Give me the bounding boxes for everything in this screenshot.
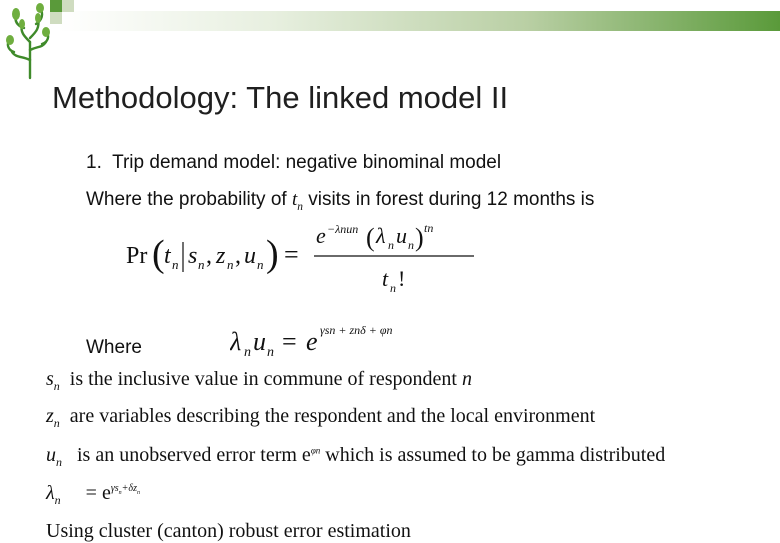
svg-text:t: t — [164, 243, 171, 269]
svg-text:,: , — [206, 243, 212, 269]
svg-text:n: n — [198, 257, 205, 272]
definition-s: $s_n$ is the inclusive value in commune of respondent n — [46, 368, 472, 393]
svg-text:s: s — [188, 243, 198, 269]
svg-text:n: n — [408, 238, 414, 252]
svg-text:=: = — [282, 327, 297, 356]
svg-text:!: ! — [398, 266, 406, 291]
formula-pr: Pr — [126, 243, 148, 269]
definition-u: $u_n$ is an unobserved error term $e^{\varphi n}$ which is assumed to be gamma distributed — [46, 444, 666, 469]
list-item-1 — [86, 152, 501, 174]
tree-logo-icon — [2, 2, 52, 80]
formula-num-exp: −λnun — [327, 222, 359, 236]
svg-text:λ: λ — [230, 327, 242, 356]
svg-text:): ) — [415, 223, 424, 252]
lambda-exponent: γsn + znδ + φn — [320, 323, 393, 337]
probability-sentence — [86, 189, 594, 213]
svg-text:n: n — [172, 257, 179, 272]
formula-equals: = — [284, 240, 299, 269]
svg-text:e: e — [306, 327, 318, 356]
svg-text:,: , — [235, 243, 241, 269]
var-t-sub: n — [297, 200, 303, 213]
svg-text:(: ( — [366, 223, 375, 252]
var-t: t — [291, 189, 298, 210]
probability-suffix: visits in forest during 12 months is — [302, 189, 595, 210]
svg-text:n: n — [388, 238, 394, 252]
svg-text:t: t — [382, 266, 389, 291]
header-square-2 — [62, 0, 74, 12]
list-item-text: Trip demand model: negative binominal model — [112, 152, 502, 173]
svg-text:e: e — [316, 223, 326, 248]
svg-text:λ: λ — [376, 223, 386, 248]
formula-paren-open: ( — [152, 233, 165, 275]
list-item-number: 1. — [86, 152, 102, 173]
definition-z: $z_n$ are variables describing the respondent and the local environment — [46, 405, 596, 430]
svg-text:n: n — [227, 257, 234, 272]
svg-text:u: u — [396, 223, 407, 248]
slide-title: Methodology: The linked model II — [52, 80, 509, 115]
svg-text:n: n — [390, 281, 396, 295]
formula-paren-close: ) — [266, 233, 279, 275]
probability-prefix: Where the probability of — [86, 189, 292, 210]
footer-note: Using cluster (canton) robust error estimation — [46, 520, 411, 542]
probability-formula — [126, 216, 486, 296]
definition-lambda: $\lambda_n$ = $e^{\gamma s_n+\delta z_n}$ — [46, 482, 140, 507]
svg-text:z: z — [216, 243, 226, 269]
header-gradient-bar — [58, 11, 780, 31]
lambda-formula — [230, 318, 450, 362]
formula-num-pow: tn — [424, 221, 434, 235]
svg-text:n: n — [267, 345, 274, 360]
svg-text:u: u — [253, 327, 266, 356]
where-label: Where — [86, 337, 142, 358]
svg-text:u: u — [244, 243, 256, 269]
svg-text:n: n — [244, 345, 251, 360]
svg-text:n: n — [257, 257, 264, 272]
